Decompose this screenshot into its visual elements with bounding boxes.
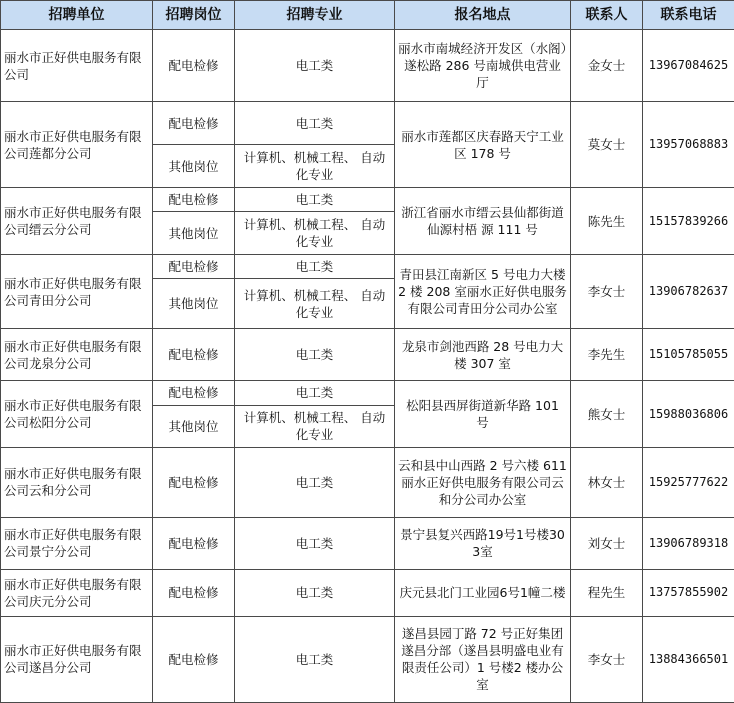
address-cell: 遂昌县园丁路 72 号正好集团遂昌分部（遂昌县明盛电业有限责任公司）1 号楼2 楼办公室: [395, 616, 571, 702]
contact-cell: 莫女士: [571, 102, 643, 188]
phone-cell: 13757855902: [643, 569, 734, 616]
post-cell: 其他岗位: [153, 405, 235, 447]
major-cell: 电工类: [235, 188, 395, 212]
header-contact: 联系人: [571, 1, 643, 30]
contact-cell: 程先生: [571, 569, 643, 616]
table-row: [1, 517, 734, 569]
contact-cell: 李先生: [571, 329, 643, 381]
post-cell: 配电检修: [153, 517, 235, 569]
unit-cell: 丽水市正好供电服务有限公司: [1, 30, 153, 102]
phone-cell: 13884366501: [643, 616, 734, 702]
major-cell: 电工类: [235, 447, 395, 517]
address-cell: 景宁县复兴西路19号1号楼303室: [395, 517, 571, 569]
unit-cell: 丽水市正好供电服务有限公司青田分公司: [1, 255, 153, 329]
major-cell: 电工类: [235, 517, 395, 569]
post-cell: 配电检修: [153, 255, 235, 279]
unit-cell: 丽水市正好供电服务有限公司龙泉分公司: [1, 329, 153, 381]
post-cell: 其他岗位: [153, 145, 235, 188]
major-cell: 电工类: [235, 102, 395, 145]
major-cell: 计算机、机械工程、 自动化专业: [235, 212, 395, 255]
table-row: [1, 102, 734, 145]
post-cell: 其他岗位: [153, 279, 235, 329]
phone-cell: 13957068883: [643, 102, 734, 188]
phone-cell: 13967084625: [643, 30, 734, 102]
table-row: [1, 188, 734, 212]
table-row: [1, 616, 734, 702]
phone-cell: 15988036806: [643, 381, 734, 447]
header-row: [1, 1, 734, 30]
address-cell: 云和县中山西路 2 号六楼 611 丽水正好供电服务有限公司云和分公司办公室: [395, 447, 571, 517]
table-row: [1, 447, 734, 517]
header-unit: 招聘单位: [1, 1, 153, 30]
phone-cell: 15105785055: [643, 329, 734, 381]
post-cell: 配电检修: [153, 616, 235, 702]
post-cell: 其他岗位: [153, 212, 235, 255]
post-cell: 配电检修: [153, 381, 235, 405]
address-cell: 庆元县北门工业园6号1幢二楼: [395, 569, 571, 616]
post-cell: 配电检修: [153, 30, 235, 102]
major-cell: 电工类: [235, 569, 395, 616]
contact-cell: 刘女士: [571, 517, 643, 569]
address-cell: 青田县江南新区 5 号电力大楼 2 楼 208 室丽水正好供电服务有限公司青田分公司办公室: [395, 255, 571, 329]
header-phone: 联系电话: [643, 1, 734, 30]
phone-cell: 13906782637: [643, 255, 734, 329]
major-cell: 电工类: [235, 255, 395, 279]
major-cell: 计算机、机械工程、 自动化专业: [235, 405, 395, 447]
unit-cell: 丽水市正好供电服务有限公司遂昌分公司: [1, 616, 153, 702]
contact-cell: 陈先生: [571, 188, 643, 255]
contact-cell: 李女士: [571, 255, 643, 329]
contact-cell: 李女士: [571, 616, 643, 702]
phone-cell: 13906789318: [643, 517, 734, 569]
major-cell: 电工类: [235, 30, 395, 102]
address-cell: 丽水市南城经济开发区（水阁）遂松路 286 号南城供电营业厅: [395, 30, 571, 102]
unit-cell: 丽水市正好供电服务有限公司缙云分公司: [1, 188, 153, 255]
major-cell: 电工类: [235, 329, 395, 381]
phone-cell: 15157839266: [643, 188, 734, 255]
phone-cell: 15925777622: [643, 447, 734, 517]
post-cell: 配电检修: [153, 102, 235, 145]
table-row: [1, 569, 734, 616]
unit-cell: 丽水市正好供电服务有限公司庆元分公司: [1, 569, 153, 616]
unit-cell: 丽水市正好供电服务有限公司松阳分公司: [1, 381, 153, 447]
table-row: [1, 381, 734, 405]
header-major: 招聘专业: [235, 1, 395, 30]
contact-cell: 林女士: [571, 447, 643, 517]
major-cell: 电工类: [235, 381, 395, 405]
major-cell: 计算机、机械工程、 自动化专业: [235, 145, 395, 188]
contact-cell: 熊女士: [571, 381, 643, 447]
address-cell: 龙泉市剑池西路 28 号电力大楼 307 室: [395, 329, 571, 381]
post-cell: 配电检修: [153, 188, 235, 212]
unit-cell: 丽水市正好供电服务有限公司云和分公司: [1, 447, 153, 517]
post-cell: 配电检修: [153, 329, 235, 381]
table-row: [1, 30, 734, 102]
address-cell: 丽水市莲都区庆春路天宁工业区 178 号: [395, 102, 571, 188]
contact-cell: 金女士: [571, 30, 643, 102]
address-cell: 松阳县西屏街道新华路 101 号: [395, 381, 571, 447]
post-cell: 配电检修: [153, 569, 235, 616]
address-cell: 浙江省丽水市缙云县仙都街道仙源村梧 源 111 号: [395, 188, 571, 255]
header-post: 招聘岗位: [153, 1, 235, 30]
major-cell: 电工类: [235, 616, 395, 702]
table-row: [1, 255, 734, 279]
unit-cell: 丽水市正好供电服务有限公司莲都分公司: [1, 102, 153, 188]
post-cell: 配电检修: [153, 447, 235, 517]
major-cell: 计算机、机械工程、 自动化专业: [235, 279, 395, 329]
header-address: 报名地点: [395, 1, 571, 30]
unit-cell: 丽水市正好供电服务有限公司景宁分公司: [1, 517, 153, 569]
table-row: [1, 329, 734, 381]
